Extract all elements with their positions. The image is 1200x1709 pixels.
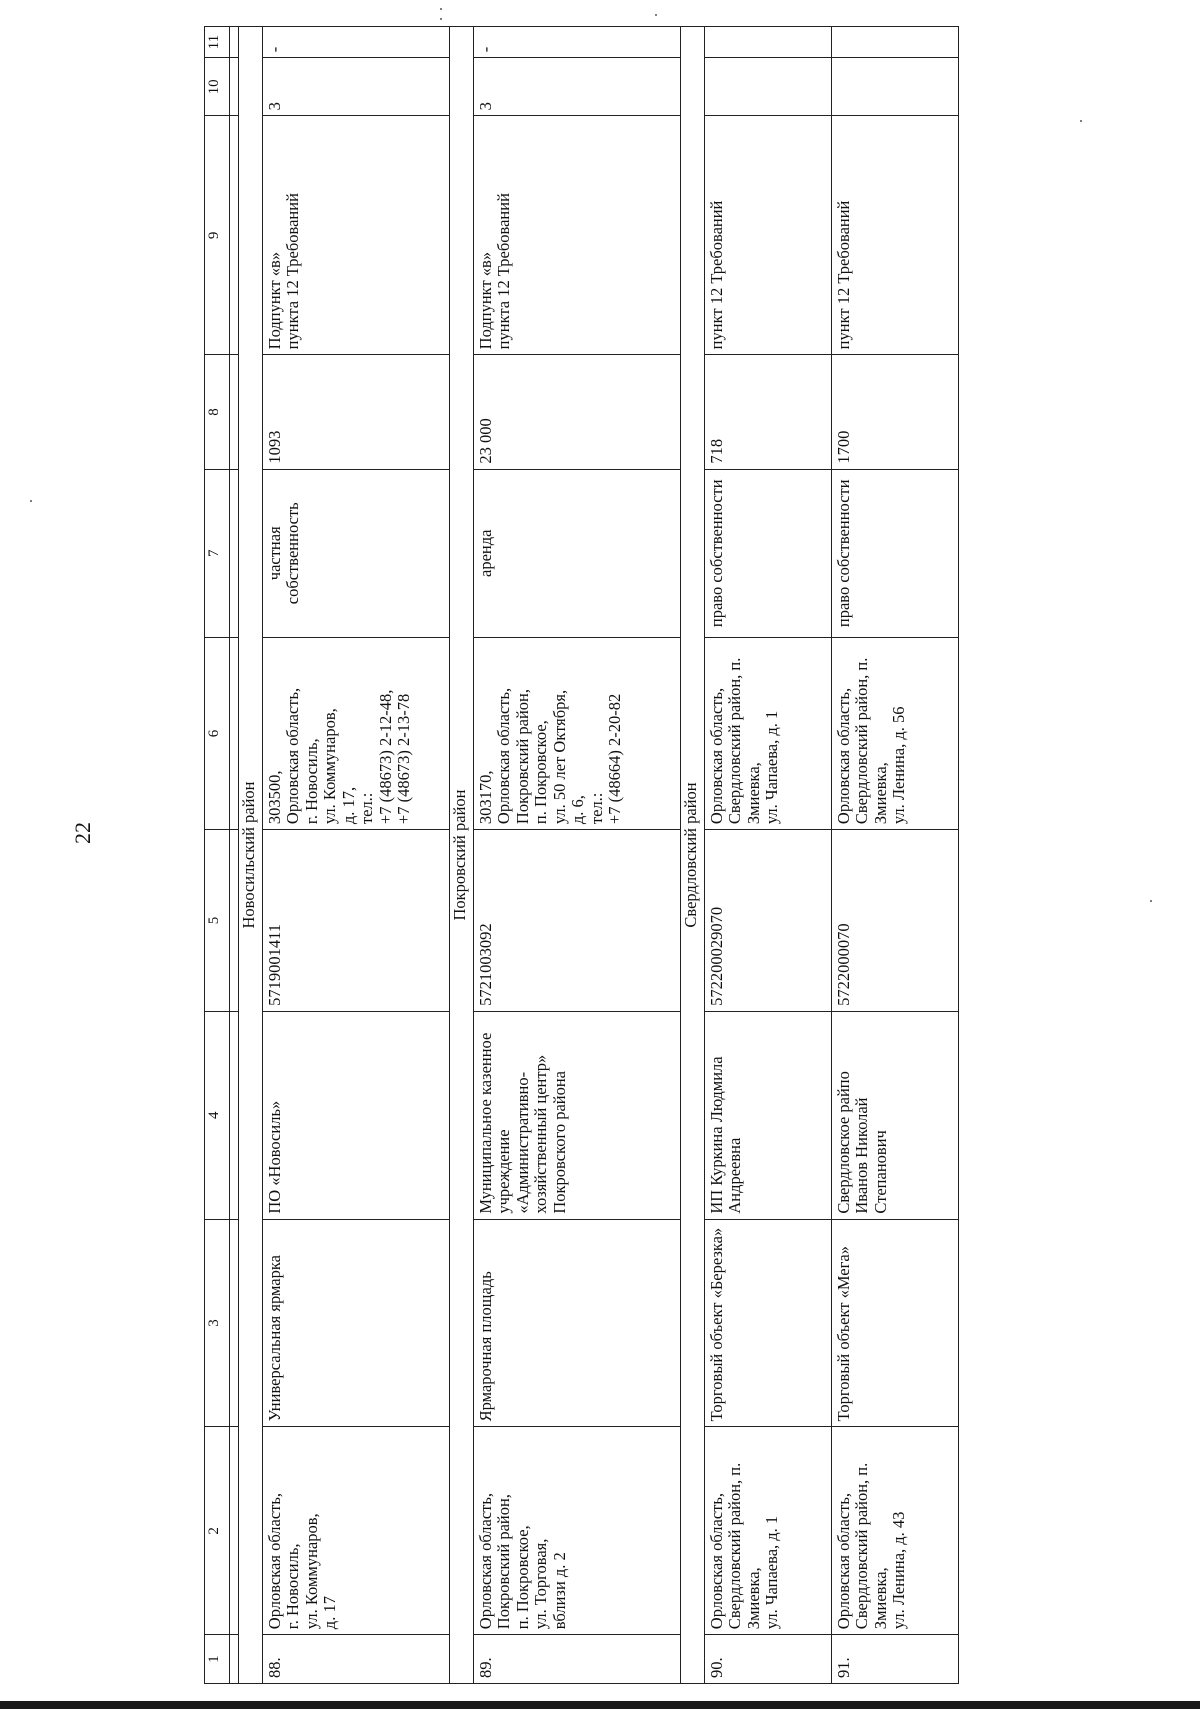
column-11-cell: - [263, 27, 450, 58]
strip-cell [230, 1635, 239, 1684]
column-number-row [205, 27, 230, 1684]
organizer-cell: ПО «Новосиль» [263, 1011, 450, 1219]
column-number: 1 [205, 1635, 230, 1684]
column-number: 8 [205, 355, 230, 469]
scan-speck [1080, 120, 1082, 122]
column-10-cell: 3 [474, 58, 681, 116]
scan-speck [30, 500, 32, 502]
strip-cell [230, 469, 239, 637]
strip-cell [230, 1219, 239, 1427]
location-cell: Орловская область, Свердловский район, п. Змиевка, ул. Ленина, д. 43 [832, 1427, 959, 1635]
inn-cell: 572200029070 [705, 830, 832, 1012]
inn-cell: 5722000070 [832, 830, 959, 1012]
column-10-cell [832, 58, 959, 116]
strip-cell [230, 58, 239, 116]
row-number-cell: 90. [705, 1635, 832, 1684]
basis-cell: Подпункт «в» пункта 12 Требований [474, 116, 681, 355]
land-right-cell: аренда [474, 469, 681, 637]
strip-cell [230, 355, 239, 469]
strip-cell [230, 830, 239, 1012]
column-number: 4 [205, 1011, 230, 1219]
location-cell: Орловская область, г. Новосиль, ул. Коммунаров, д. 17 [263, 1427, 450, 1635]
scan-speck [1150, 900, 1152, 902]
strip-cell [230, 1427, 239, 1635]
column-10-cell [705, 58, 832, 116]
column-number: 2 [205, 1427, 230, 1635]
organizer-address-cell: 303170, Орловская область, Покровский район, п. Покровское, ул. 50 лет Октября, д. 6, тел.: +7 (48664) 2-20-82 [474, 637, 681, 829]
strip-cell [230, 637, 239, 829]
row-number-cell: 89. [474, 1635, 681, 1684]
table-row [263, 27, 450, 1684]
column-number: 10 [205, 58, 230, 116]
land-right-cell: право собственности [705, 469, 832, 637]
header-strip-row [230, 27, 239, 1684]
basis-cell: пункт 12 Требований [705, 116, 832, 355]
basis-cell: пункт 12 Требований [832, 116, 959, 355]
table-body [205, 27, 959, 1684]
strip-cell [230, 27, 239, 58]
district-title: Новосильский район [239, 27, 263, 1684]
table-row [474, 27, 681, 1684]
column-11-cell [705, 27, 832, 58]
column-number: 11 [205, 27, 230, 58]
column-number: 9 [205, 116, 230, 355]
area-cell: 718 [705, 355, 832, 469]
district-row [239, 27, 263, 1684]
basis-cell: Подпункт «в» пункта 12 Требований [263, 116, 450, 355]
organizer-address-cell: Орловская область, Свердловский район, п. Змиевка, ул. Ленина, д. 56 [832, 637, 959, 829]
column-11-cell: - [474, 27, 681, 58]
organizer-address-cell: Орловская область, Свердловский район, п. Змиевка, ул. Чапаева, д. 1 [705, 637, 832, 829]
inn-cell: 5721003092 [474, 830, 681, 1012]
fair-registry-table [204, 26, 959, 1684]
district-title: Свердловский район [681, 27, 705, 1684]
inn-cell: 5719001411 [263, 830, 450, 1012]
organizer-cell: Муниципальное казенное учреждение «Административно-хозяйственный центр» Покровского района [474, 1011, 681, 1219]
scan-speck [440, 8, 442, 10]
column-11-cell [832, 27, 959, 58]
area-cell: 1093 [263, 355, 450, 469]
area-cell: 23 000 [474, 355, 681, 469]
strip-cell [230, 116, 239, 355]
scan-speck [440, 18, 442, 20]
row-number-cell: 88. [263, 1635, 450, 1684]
table-row [705, 27, 832, 1684]
land-right-cell: право собственности [832, 469, 959, 637]
fair-type-cell: Торговый объект «Мега» [832, 1219, 959, 1427]
fair-type-cell: Универсальная ярмарка [263, 1219, 450, 1427]
column-number: 6 [205, 637, 230, 829]
organizer-cell: ИП Куркина Людмила Андреевна [705, 1011, 832, 1219]
scan-bottom-edge [0, 1701, 1200, 1709]
strip-cell [230, 1011, 239, 1219]
scan-speck [655, 14, 657, 16]
organizer-address-cell: 303500, Орловская область, г. Новосиль, ул. Коммунаров, д. 17, тел.: +7 (48673) 2-12-48, +7 (48673) 2-13-78 [263, 637, 450, 829]
column-number: 7 [205, 469, 230, 637]
district-title: Покровский район [450, 27, 474, 1684]
organizer-cell: Свердловское райпо Иванов Николай Степанович [832, 1011, 959, 1219]
fair-type-cell: Ярмарочная площадь [474, 1219, 681, 1427]
district-row [450, 27, 474, 1684]
table-row [832, 27, 959, 1684]
column-10-cell: 3 [263, 58, 450, 116]
land-right-cell: частная собственность [263, 469, 450, 637]
page-number: 22 [70, 822, 95, 844]
column-number: 5 [205, 830, 230, 1012]
fair-type-cell: Торговый объект «Березка» [705, 1219, 832, 1427]
location-cell: Орловская область, Покровский район, п. Покровское, ул. Торговая, вблизи д. 2 [474, 1427, 681, 1635]
rotated-table-container [204, 26, 978, 1684]
location-cell: Орловская область, Свердловский район, п. Змиевка, ул. Чапаева, д. 1 [705, 1427, 832, 1635]
district-row [681, 27, 705, 1684]
column-number: 3 [205, 1219, 230, 1427]
area-cell: 1700 [832, 355, 959, 469]
row-number-cell: 91. [832, 1635, 959, 1684]
